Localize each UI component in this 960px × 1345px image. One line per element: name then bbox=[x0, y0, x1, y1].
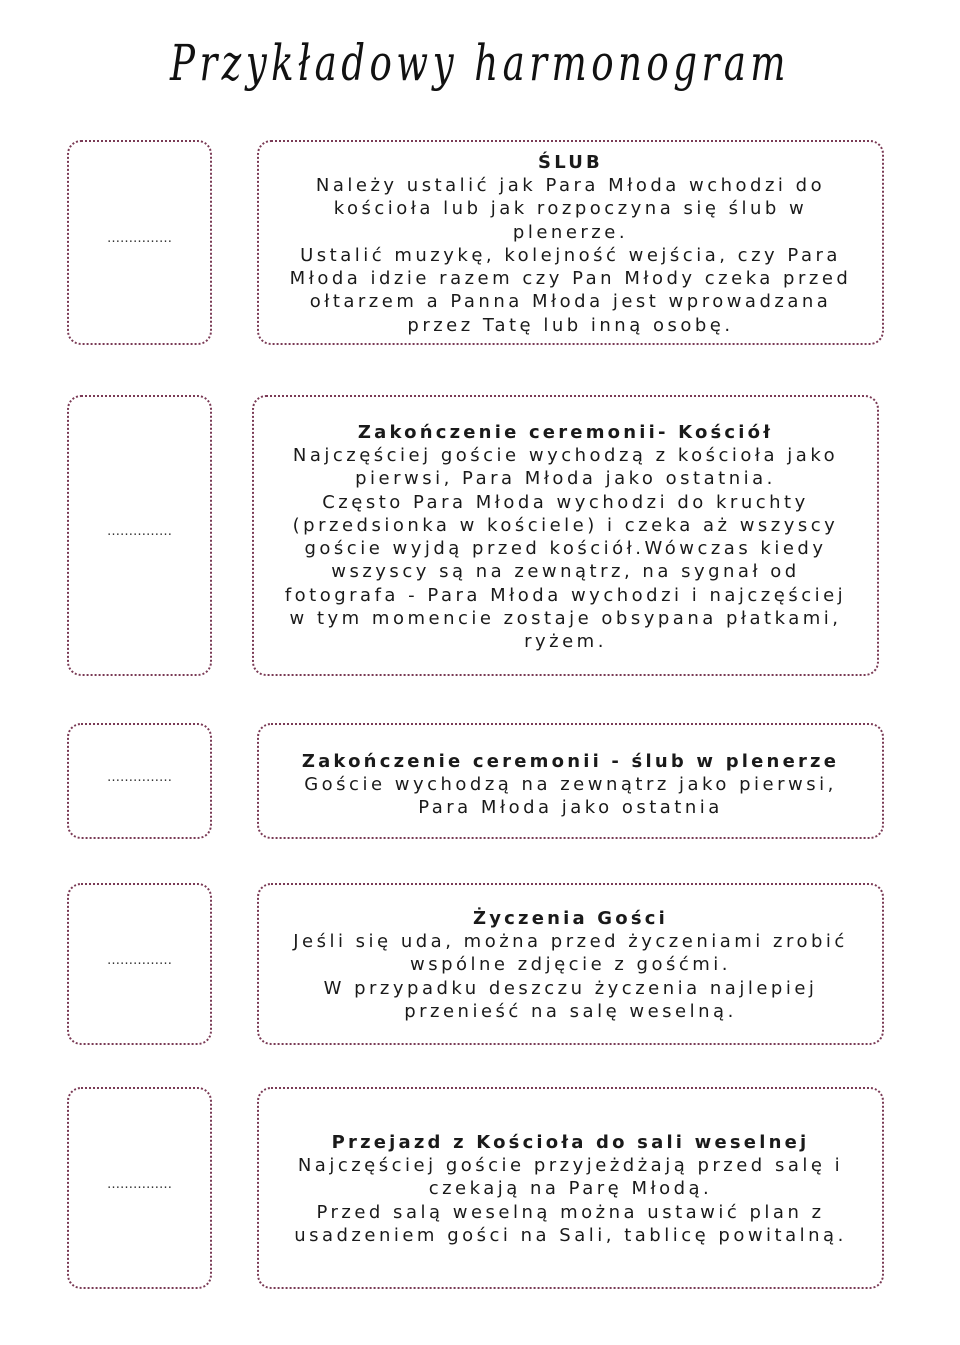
page-title-svg bbox=[0, 18, 960, 118]
item-text-line: Para Młoda jako ostatnia bbox=[418, 797, 723, 819]
item-heading: Zakończenie ceremonii - ślub w plenerze bbox=[301, 751, 840, 772]
item-text-line: (przedsionka w kościele) i czeka aż wszyscy bbox=[292, 514, 839, 536]
schedule-item-box bbox=[257, 723, 884, 839]
item-text-line: usadzeniem gości na Sali, tablicę powitalną. bbox=[294, 1224, 847, 1246]
item-text-line: goście wyjdą przed kościół.Wówczas kiedy bbox=[304, 538, 827, 560]
time-slot-box[interactable] bbox=[67, 395, 212, 676]
time-slot-placeholder: …………… bbox=[107, 524, 172, 539]
item-text-line: Należy ustalić jak Para Młoda wchodzi do bbox=[315, 175, 826, 196]
item-text-line: ryżem. bbox=[524, 631, 607, 653]
item-text-line: Najczęściej goście przyjeżdżają przed salę i bbox=[297, 1155, 844, 1176]
page-title-container bbox=[0, 18, 960, 118]
item-heading: Zakończenie ceremonii- Kościół bbox=[357, 422, 774, 443]
page-title: Przykładowy harmonogram bbox=[169, 34, 790, 92]
item-text-line: kościoła lub jak rozpoczyna się ślub w bbox=[333, 198, 808, 220]
schedule-item-box bbox=[257, 1087, 884, 1289]
item-heading: ŚLUB bbox=[538, 152, 603, 173]
item-text-line: Goście wychodzą na zewnątrz jako pierwsi, bbox=[304, 774, 837, 795]
item-text-line: plenerze. bbox=[512, 221, 629, 243]
item-text-line: pierwsi, Para Młoda jako ostatnia. bbox=[355, 468, 776, 490]
item-text-line: Młoda idzie razem czy Pan Młody czeka przed bbox=[289, 268, 852, 290]
time-slot-placeholder: …………… bbox=[107, 952, 172, 968]
item-text-line: fotografa - Para Młoda wychodzi i najczęściej bbox=[284, 584, 847, 606]
item-text-line: W przypadku deszczu życzenia najlepiej bbox=[323, 977, 818, 999]
item-text-line: ołtarzem a Panna Młoda jest wprowadzana bbox=[309, 291, 832, 313]
time-slot-placeholder: …………… bbox=[107, 1176, 172, 1192]
item-text-line: Przed salą weselną można ustawić plan z bbox=[316, 1201, 825, 1223]
item-heading: Przejazd z Kościoła do sali weselnej bbox=[331, 1132, 810, 1153]
schedule-item-box bbox=[252, 395, 879, 676]
schedule-item-box bbox=[257, 140, 884, 345]
item-text-line: Ustalić muzykę, kolejność wejścia, czy Para bbox=[300, 244, 841, 266]
time-slot-box[interactable] bbox=[67, 140, 212, 345]
time-slot-box[interactable] bbox=[67, 1087, 212, 1289]
schedule-item-box bbox=[257, 883, 884, 1045]
item-text-line: Jeśli się uda, można przed życzeniami zrobić bbox=[293, 931, 848, 952]
item-text-line: przez Tatę lub inną osobę. bbox=[407, 314, 734, 336]
time-slot-box[interactable] bbox=[67, 883, 212, 1045]
item-text-line: przenieść na salę weselną. bbox=[404, 1000, 737, 1022]
time-slot-placeholder: …………… bbox=[107, 231, 172, 246]
item-heading: Życzenia Gości bbox=[472, 908, 669, 929]
item-text-line: wspólne zdjęcie z gośćmi. bbox=[409, 954, 732, 976]
item-text-line: w tym momencie zostaje obsypana płatkami, bbox=[289, 608, 842, 630]
item-text-line: Często Para Młoda wychodzi do kruchty bbox=[322, 491, 809, 513]
item-text-line: wszyscy są na zewnątrz, na sygnał od bbox=[331, 561, 800, 583]
time-slot-box[interactable] bbox=[67, 723, 212, 839]
time-slot-placeholder: …………… bbox=[107, 769, 172, 785]
item-text-line: Najczęściej goście wychodzą z kościoła jako bbox=[292, 445, 839, 466]
item-text-line: czekają na Parę Młodą. bbox=[428, 1178, 713, 1200]
